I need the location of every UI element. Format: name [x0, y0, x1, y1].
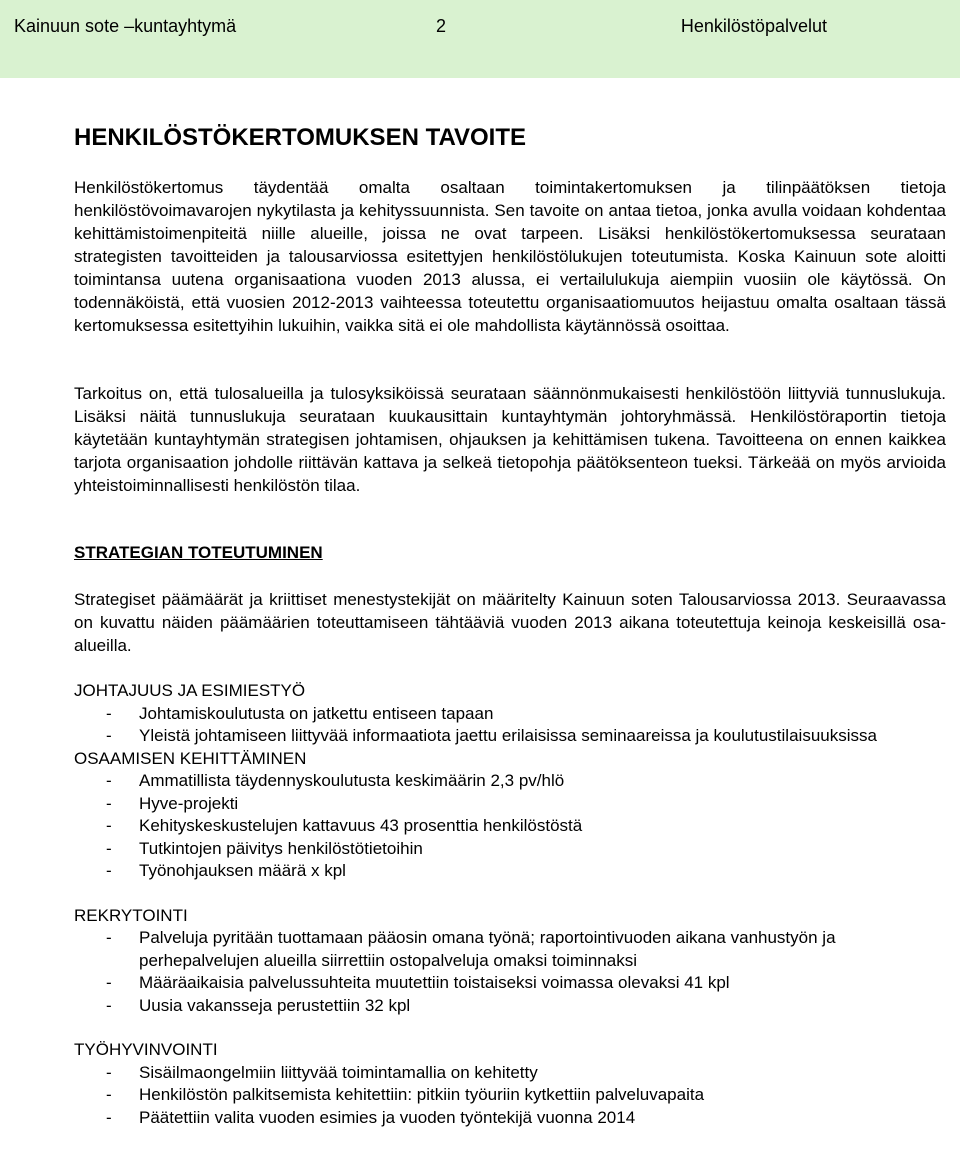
- section-title-tyohyvinvointi: TYÖHYVINVOINTI: [74, 1040, 218, 1059]
- list-item: - Ammatillista täydennyskoulutusta keskimäärin 2,3 pv/hlö: [74, 770, 946, 793]
- list-item: - Palveluja pyritään tuottamaan pääosin omana työnä; raportointivuoden aikana vanhustyön ja perhepalvelujen alueilla siirrettiin ostopalveluja omaksi toiminnaksi: [74, 927, 946, 972]
- list-item: - Yleistä johtamiseen liittyvää informaatiota jaettu erilaisissa seminaareissa ja koulutustilaisuuksissa: [74, 725, 946, 748]
- list-item: - Uusia vakansseja perustettiin 32 kpl: [74, 995, 946, 1018]
- intro-paragraph: Henkilöstökertomus täydentää omalta osaltaan toimintakertomuksen ja tilinpäätöksen tietoja henkilöstövoimavarojen nykytilasta ja kehityssuunnista. Sen tavoite on antaa tietoa, jonka avulla voidaan kohdentaa kehittämistoimenpiteitä niille alueille, joissa ne ovat tarpeen. Lisäksi henkilöstökertomuksessa seurataan strategisten tavoitteiden ja talousarviossa esitettyjen henkilöstölukujen toteutumista. Koska Kainuun sote aloitti toimintansa uutena organisaationa vuoden 2013 alussa, ei vertailulukuja aiempiin vuosiin ole käytössä. On todennäköistä, että vuosien 2012-2013 vaihteessa toteutettu organisaatiomuutos heijastuu omalta osaltaan tässä kertomuksessa esitettyihin lukuihin, vaikka sitä ei ole mahdollista käytännössä osoittaa.: [74, 178, 946, 335]
- list-rekrytointi: [74, 927, 946, 1017]
- header-organization: Kainuun sote –kuntayhtymä: [14, 16, 237, 36]
- list-item: - Työnohjauksen määrä x kpl: [74, 860, 946, 883]
- section-title-osaaminen: OSAAMISEN KEHITTÄMINEN: [74, 748, 307, 768]
- list-item: - Tutkintojen päivitys henkilöstötietoihin: [74, 838, 946, 861]
- list-item: - Sisäilmaongelmiin liittyvää toimintamallia on kehitetty: [74, 1062, 946, 1085]
- page-header: [0, 0, 960, 78]
- strategy-sections: [74, 680, 946, 1129]
- list-tyohyvinvointi: [74, 1062, 946, 1130]
- list-johtajuus: [74, 703, 946, 748]
- strategy-paragraph: Strategiset päämäärät ja kriittiset menestystekijät on määritelty Kainuun soten Talousarviossa 2013. Seuraavassa on kuvattu näiden päämäärien toteuttamiseen tähtääviä vuoden 2013 aikana toteutettuja keinoja keskeisillä osa-alueilla.: [74, 590, 946, 655]
- purpose-paragraph: Tarkoitus on, että tulosalueilla ja tulosyksiköissä seurataan säännönmukaisesti henkilöstöön liittyviä tunnuslukuja. Lisäksi näitä tunnuslukuja seurataan kuukausittain kuntayhtymän johtoryhmässä. Henkilöstöraportin tietoja käytetään kuntayhtymän strategisen johtamisen, ohjauksen ja kehittämisen tukena. Tavoitteena on ennen kaikkea tarjota organisaation johdolle riittävän kattava ja selkeä tietopohja päätöksenteon tueksi. Tärkeää on myös arvioida yhteistoiminnallisesti henkilöstön tilaa.: [74, 384, 946, 495]
- list-item: - Henkilöstön palkitsemista kehitettiin: pitkiin työuriin kytkettiin palveluvapaita: [74, 1084, 946, 1107]
- list-item: - Päätettiin valita vuoden esimies ja vuoden työntekijä vuonna 2014: [74, 1107, 946, 1130]
- list-item: - Kehityskeskustelujen kattavuus 43 prosenttia henkilöstöstä: [74, 815, 946, 838]
- list-item: - Määräaikaisia palvelussuhteita muutettiin toistaiseksi voimassa olevaksi 41 kpl: [74, 972, 946, 995]
- section-title-johtajuus: JOHTAJUUS JA ESIMIESTYÖ: [74, 681, 306, 700]
- list-item: - Johtamiskoulutusta on jatkettu entiseen tapaan: [74, 703, 946, 726]
- header-page-number: 2: [436, 16, 447, 36]
- page-title: HENKILÖSTÖKERTOMUKSEN TAVOITE: [74, 124, 527, 151]
- section-title-rekrytointi: REKRYTOINTI: [74, 905, 188, 925]
- list-osaaminen: [74, 770, 946, 883]
- section-heading-strategy: STRATEGIAN TOTEUTUMINEN: [74, 543, 323, 562]
- header-department: Henkilöstöpalvelut: [680, 16, 827, 36]
- list-item: - Hyve-projekti: [74, 793, 946, 816]
